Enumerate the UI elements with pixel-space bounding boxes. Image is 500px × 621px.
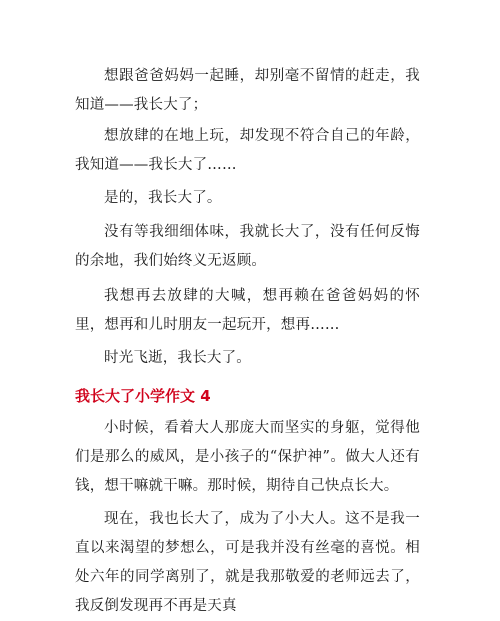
paragraph-7: 小时候，看着大人那庞大而坚实的身躯，觉得他们是那么的威风，是小孩子的“保护神”。做大人还有钱，想干嘛就干嘛。那时候，期待自己快点长大。: [75, 420, 420, 494]
paragraph-3: 是的，我长大了。: [104, 190, 222, 206]
paragraph-8: 现在，我也长大了，成为了小大人。这不是我一直以来渴望的梦想么，可是我并没有丝毫的喜悦。相处六年的同学离别了，就是我那敬爱的老师远去了，我反倒发现再不再是天真: [75, 511, 420, 614]
paragraph-4: 没有等我细细体味，我就长大了，没有任何反悔的余地，我们始终义无返顾。: [75, 224, 420, 269]
paragraph-2: 想放肆的在地上玩，却发现不符合自己的年龄，我知道——我长大了……: [75, 128, 420, 173]
paragraph-6: 时光飞逝，我长大了。: [104, 350, 251, 366]
paragraph-1: 想跟爸爸妈妈一起睡，却别毫不留情的赶走，我知道——我长大了；: [75, 68, 420, 113]
section-heading: 我长大了小学作文 4: [75, 387, 211, 405]
paragraph-5: 我想再去放肆的大喊，想再赖在爸爸妈妈的怀里，想再和儿时朋友一起玩开，想再……: [75, 288, 420, 333]
